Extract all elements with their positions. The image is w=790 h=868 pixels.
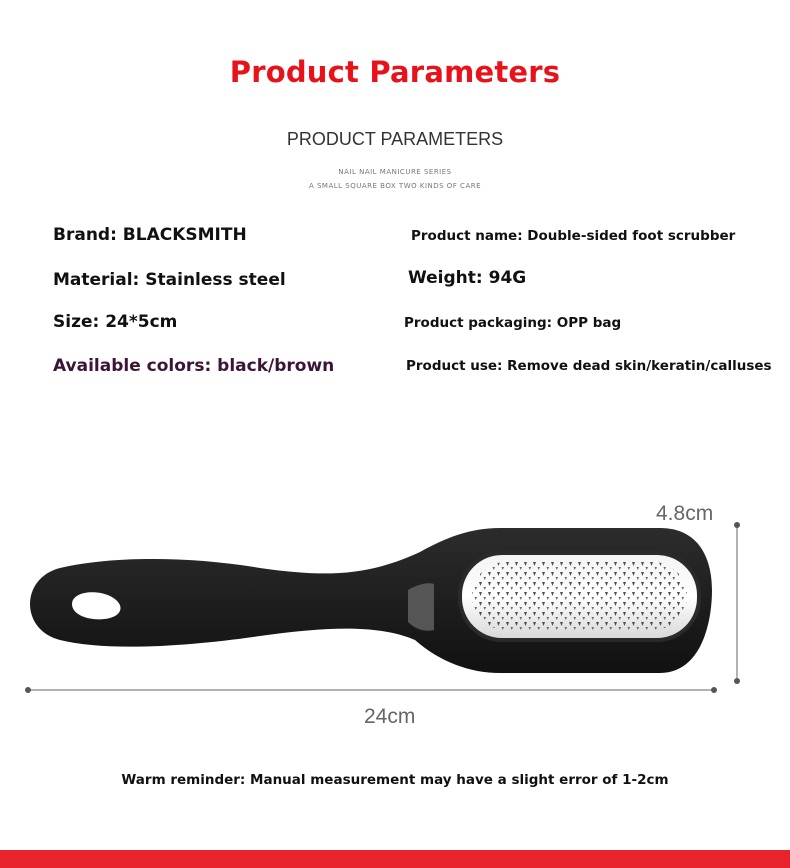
- length-dimension-label: 24cm: [364, 705, 416, 728]
- length-dimension-line: [25, 687, 717, 693]
- param-use: Product use: Remove dead skin/keratin/calluses: [406, 358, 772, 374]
- param-material: Material: Stainless steel: [53, 270, 286, 290]
- tagline-2: A SMALL SQUARE BOX TWO KINDS OF CARE: [308, 182, 482, 190]
- param-product-name: Product name: Double-sided foot scrubber: [411, 228, 736, 244]
- width-dimension-label: 4.8cm: [656, 502, 714, 525]
- param-colors: Available colors: black/brown: [53, 356, 335, 376]
- warm-reminder: Warm reminder: Manual measurement may have a slight error of 1-2cm: [121, 772, 669, 788]
- steel-grater-plate: [458, 551, 701, 642]
- param-packaging: Product packaging: OPP bag: [404, 315, 622, 331]
- page-subtitle: PRODUCT PARAMETERS: [286, 129, 504, 149]
- footer-bar: [0, 850, 790, 868]
- param-brand: Brand: BLACKSMITH: [53, 225, 247, 245]
- param-size: Size: 24*5cm: [53, 312, 178, 332]
- tagline-1: NAIL NAIL MANICURE SERIES: [338, 168, 452, 176]
- param-weight: Weight: 94G: [408, 268, 527, 288]
- page-title: Product Parameters: [229, 55, 561, 89]
- width-dimension-line: [734, 522, 740, 684]
